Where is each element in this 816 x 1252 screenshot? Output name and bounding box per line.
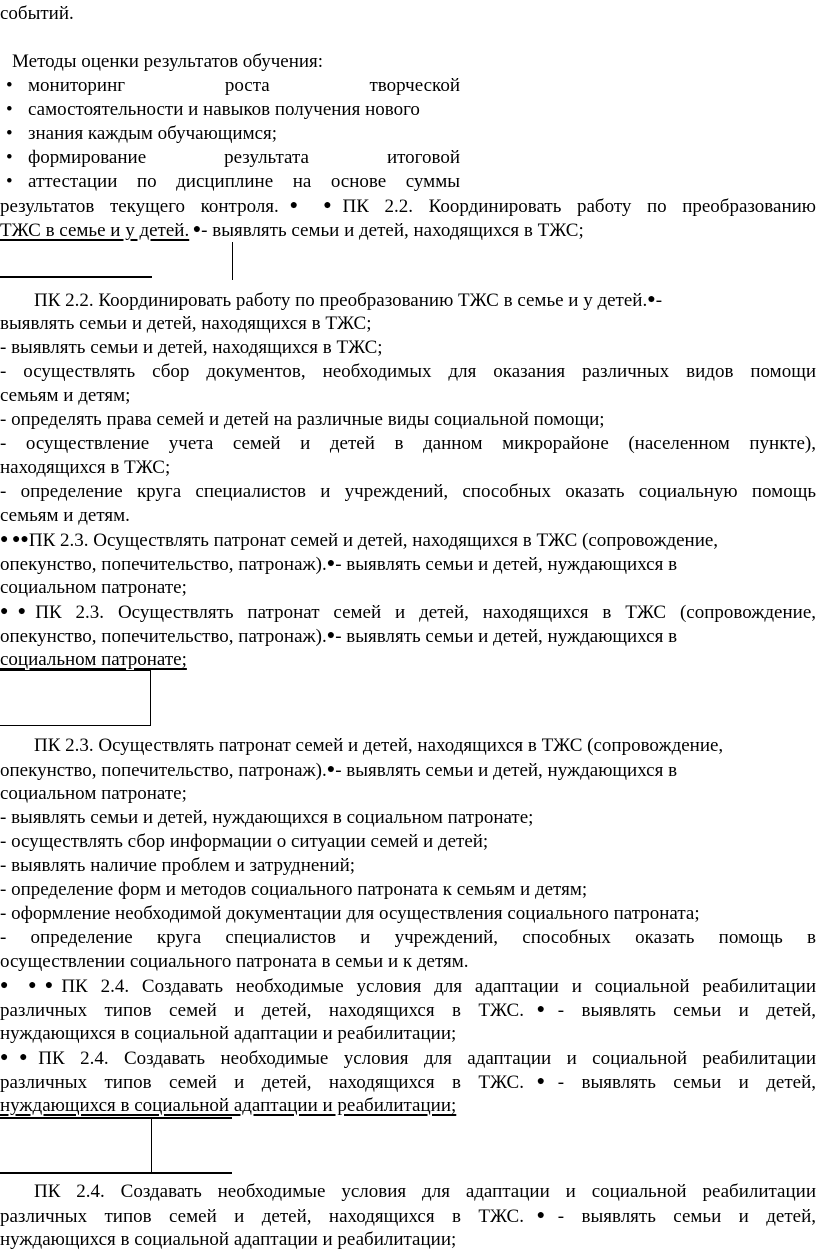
text-line: ● ●●ПК 2.3. Осуществлять патронат семей и детей, находящихся в ТЖС (сопровождение, [0, 530, 719, 551]
bullet-icon: ● [647, 292, 656, 307]
list-item: • знания каждым обучающимся; [6, 123, 278, 144]
text-line: - определение форм и методов социального патроната к семьям и детям; [0, 879, 588, 900]
text-line: нуждающихся в социальной адаптации и реабилитации; [0, 1229, 457, 1250]
bullet-icon: ● ●● [0, 978, 62, 993]
text-line: опекунство, попечительство, патронаж).●- выявлять семьи и детей, нуждающихся в [0, 760, 678, 781]
text-line: ● ●●ПК 2.4. Создавать необходимые условия для адаптации и социальной реабилитации [0, 976, 816, 997]
table-border [151, 1118, 152, 1172]
table-border [0, 1117, 232, 1119]
text-line: - выявлять семьи и детей, находящихся в ТЖС; [0, 337, 383, 358]
text-line: - осуществление учета семей и детей в данном микрорайоне (населенном пункте), [0, 433, 816, 454]
bullet-icon: ●● [0, 604, 36, 619]
text-line: ПК 2.3. Осуществлять патронат семей и детей, находящихся в ТЖС (сопровождение, [34, 735, 724, 756]
methods-title: Методы оценки результатов обучения: [12, 51, 324, 72]
bullet-icon: ● [523, 1074, 558, 1089]
bullet-icon: • [6, 171, 13, 192]
table-border [0, 1172, 232, 1174]
bullet-icon: ● [523, 1208, 558, 1223]
text-line: событий. [0, 3, 74, 24]
bullet-icon: ● [326, 556, 336, 571]
bullet-icon: ● [326, 628, 336, 643]
text-line: социальном патронате; [0, 649, 187, 670]
bullet-icon: • [6, 147, 13, 168]
bullet-icon: • [6, 99, 13, 120]
bullet-icon: ● ● [278, 198, 343, 213]
text-line: ТЖС в семье и у детей. ●- выявлять семьи и детей, находящихся в ТЖС; [0, 220, 584, 241]
table-border [232, 242, 233, 280]
table-cell [0, 670, 151, 726]
bullet-icon: ● [326, 762, 336, 777]
text-line: нуждающихся в социальной адаптации и реабилитации; [0, 1023, 457, 1044]
bullet-icon: ●● [0, 1050, 39, 1065]
text-line: находящихся в ТЖС; [0, 457, 171, 478]
text-line: - осуществлять сбор документов, необходимых для оказания различных видов помощи [0, 361, 816, 382]
text-line: осуществлении социального патроната в семьи и к детям. [0, 951, 469, 972]
list-item: • аттестации по дисциплине на основе суммы [6, 171, 460, 192]
text-line: - оформление необходимой документации для осуществления социального патроната; [0, 903, 700, 924]
list-item: • мониторинг роста творческой [6, 75, 460, 96]
list-item: • самостоятельности и навыков получения нового [6, 99, 420, 120]
text-line: различных типов семей и детей, находящихся в ТЖС.●- выявлять семьи и детей, [0, 1072, 816, 1093]
text-line: семьям и детям. [0, 505, 130, 526]
text-line: семьям и детям; [0, 385, 131, 406]
text-line: различных типов семей и детей, находящихся в ТЖС.●- выявлять семьи и детей, [0, 1000, 816, 1021]
text-line: социальном патронате; [0, 577, 187, 598]
list-item: • формирование результата итоговой [6, 147, 460, 168]
bullet-icon: • [6, 75, 13, 96]
text-line: - определение круга специалистов и учреждений, способных оказать социальную помощь [0, 481, 816, 502]
table-border [0, 276, 152, 278]
text-line: ПК 2.4. Создавать необходимые условия для адаптации и социальной реабилитации [34, 1181, 816, 1202]
text-line: ●●ПК 2.4. Создавать необходимые условия для адаптации и социальной реабилитации [0, 1048, 816, 1069]
text-line: ПК 2.2. Координировать работу по преобразованию ТЖС в семье и у детей.●- [34, 290, 663, 311]
text-line: результатов текущего контроля.● ●ПК 2.2. Координировать работу по преобразованию [0, 196, 816, 217]
text-line: опекунство, попечительство, патронаж).●- выявлять семьи и детей, нуждающихся в [0, 554, 678, 575]
bullet-icon: ● [189, 222, 202, 237]
text-line: - осуществлять сбор информации о ситуации семей и детей; [0, 831, 489, 852]
text-line: - выявлять семьи и детей, нуждающихся в социальном патронате; [0, 807, 534, 828]
bullet-icon: ● ●● [0, 532, 29, 547]
text-line: различных типов семей и детей, находящихся в ТЖС.●- выявлять семьи и детей, [0, 1206, 816, 1227]
text-line: выявлять семьи и детей, находящихся в ТЖС; [0, 313, 372, 334]
text-line: опекунство, попечительство, патронаж).●- выявлять семьи и детей, нуждающихся в [0, 626, 678, 647]
text-line: нуждающихся в социальной адаптации и реабилитации; [0, 1095, 457, 1116]
bullet-icon: • [6, 123, 13, 144]
text-line: ●●ПК 2.3. Осуществлять патронат семей и детей, находящихся в ТЖС (сопровождение, [0, 602, 816, 623]
bullet-icon: ● [523, 1002, 558, 1017]
text-line: социальном патронате; [0, 783, 187, 804]
text-line: - определение круга специалистов и учреждений, способных оказать помощь в [0, 927, 816, 948]
text-line: - выявлять наличие проблем и затруднений; [0, 855, 356, 876]
text-line: - определять права семей и детей на различные виды социальной помощи; [0, 409, 605, 430]
